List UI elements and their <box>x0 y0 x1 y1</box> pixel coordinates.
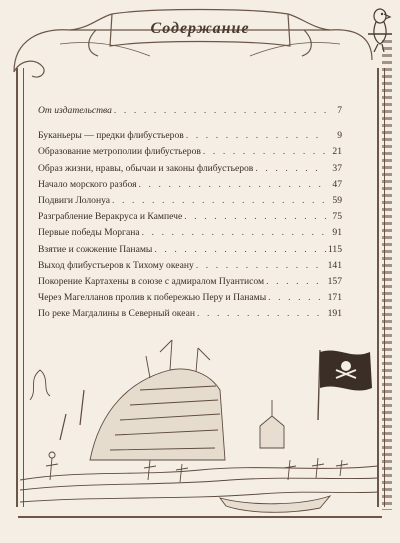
toc-leader-dots <box>197 307 326 320</box>
toc-entry-page: 141 <box>327 259 342 271</box>
toc-entry-page: 21 <box>332 146 342 158</box>
toc-entry-title: Образование метрополии флибустьеров <box>38 146 201 158</box>
toc-entry-title: Первые победы Моргана <box>38 227 140 239</box>
toc-entry[interactable] <box>38 129 342 145</box>
toc-leader-dots <box>266 275 326 288</box>
toc-entry-title: Подвиги Лолонуа <box>38 194 111 206</box>
toc-entry[interactable] <box>38 145 342 161</box>
jolly-roger-flag-icon <box>320 350 372 390</box>
toc-entry[interactable] <box>38 243 342 259</box>
toc-leader-dots <box>196 259 326 272</box>
toc-leader-dots <box>139 178 327 191</box>
toc-entry-title: Выход флибустьеров к Тихому океану <box>38 259 194 271</box>
bottom-frame-border <box>18 516 382 518</box>
toc-entry[interactable] <box>38 162 342 178</box>
toc-entry-title: По реке Магдалины в Северный океан <box>38 308 195 320</box>
toc-entry[interactable] <box>38 194 342 210</box>
toc-entry-title: Через Магелланов пролив к побережью Перу и Панамы <box>38 292 267 304</box>
toc-entry-title: Буканьеры — предки флибустьеров <box>38 130 184 142</box>
toc-leader-dots <box>154 243 326 256</box>
toc-entry-page: 171 <box>327 292 342 304</box>
toc-entry-page: 115 <box>327 243 342 255</box>
toc-entry[interactable] <box>38 104 342 120</box>
toc-entry-page: 91 <box>332 227 342 239</box>
ship-engraving-illustration <box>20 330 378 520</box>
toc-leader-dots <box>255 162 326 175</box>
toc-entry-title: От издательства <box>38 105 112 116</box>
toc-entry[interactable] <box>38 291 342 307</box>
toc-entry[interactable] <box>38 178 342 194</box>
toc-entry[interactable] <box>38 275 342 291</box>
page-title: Содержание <box>150 20 250 37</box>
toc-entry-page: 9 <box>337 130 342 142</box>
parrot-icon <box>362 4 398 52</box>
toc-entry-page: 37 <box>332 162 342 174</box>
toc-entry-page: 191 <box>327 308 342 320</box>
scroll-banner-icon <box>0 0 400 80</box>
toc-entry-page: 75 <box>332 211 342 223</box>
chain-decoration <box>382 40 392 510</box>
toc-leader-dots <box>112 194 326 207</box>
toc-leader-dots <box>114 104 326 117</box>
toc-entry[interactable] <box>38 307 342 323</box>
toc-leader-dots <box>184 210 326 223</box>
toc-leader-dots <box>142 226 326 239</box>
toc-leader-dots <box>268 291 325 304</box>
toc-entry-title: Покорение Картахены в союзе с адмиралом Пуантисом <box>38 275 265 287</box>
toc-entry-page: 59 <box>332 194 342 206</box>
toc-entry-page: 7 <box>337 105 342 116</box>
table-of-contents <box>38 104 342 323</box>
toc-entry[interactable] <box>38 259 342 275</box>
toc-entry[interactable] <box>38 226 342 242</box>
toc-entry-title: Взятие и сожжение Панамы <box>38 243 153 255</box>
toc-entry-page: 47 <box>332 178 342 190</box>
toc-leader-dots <box>186 129 326 142</box>
toc-entry-title: Образ жизни, нравы, обычаи и законы флибустьеров <box>38 162 254 174</box>
toc-entry-title: Начало морского разбоя <box>38 178 137 190</box>
toc-entry-title: Разграбление Веракруса и Кампече <box>38 211 183 223</box>
toc-entry-page: 157 <box>327 275 342 287</box>
toc-entry[interactable] <box>38 210 342 226</box>
toc-leader-dots <box>203 145 326 158</box>
